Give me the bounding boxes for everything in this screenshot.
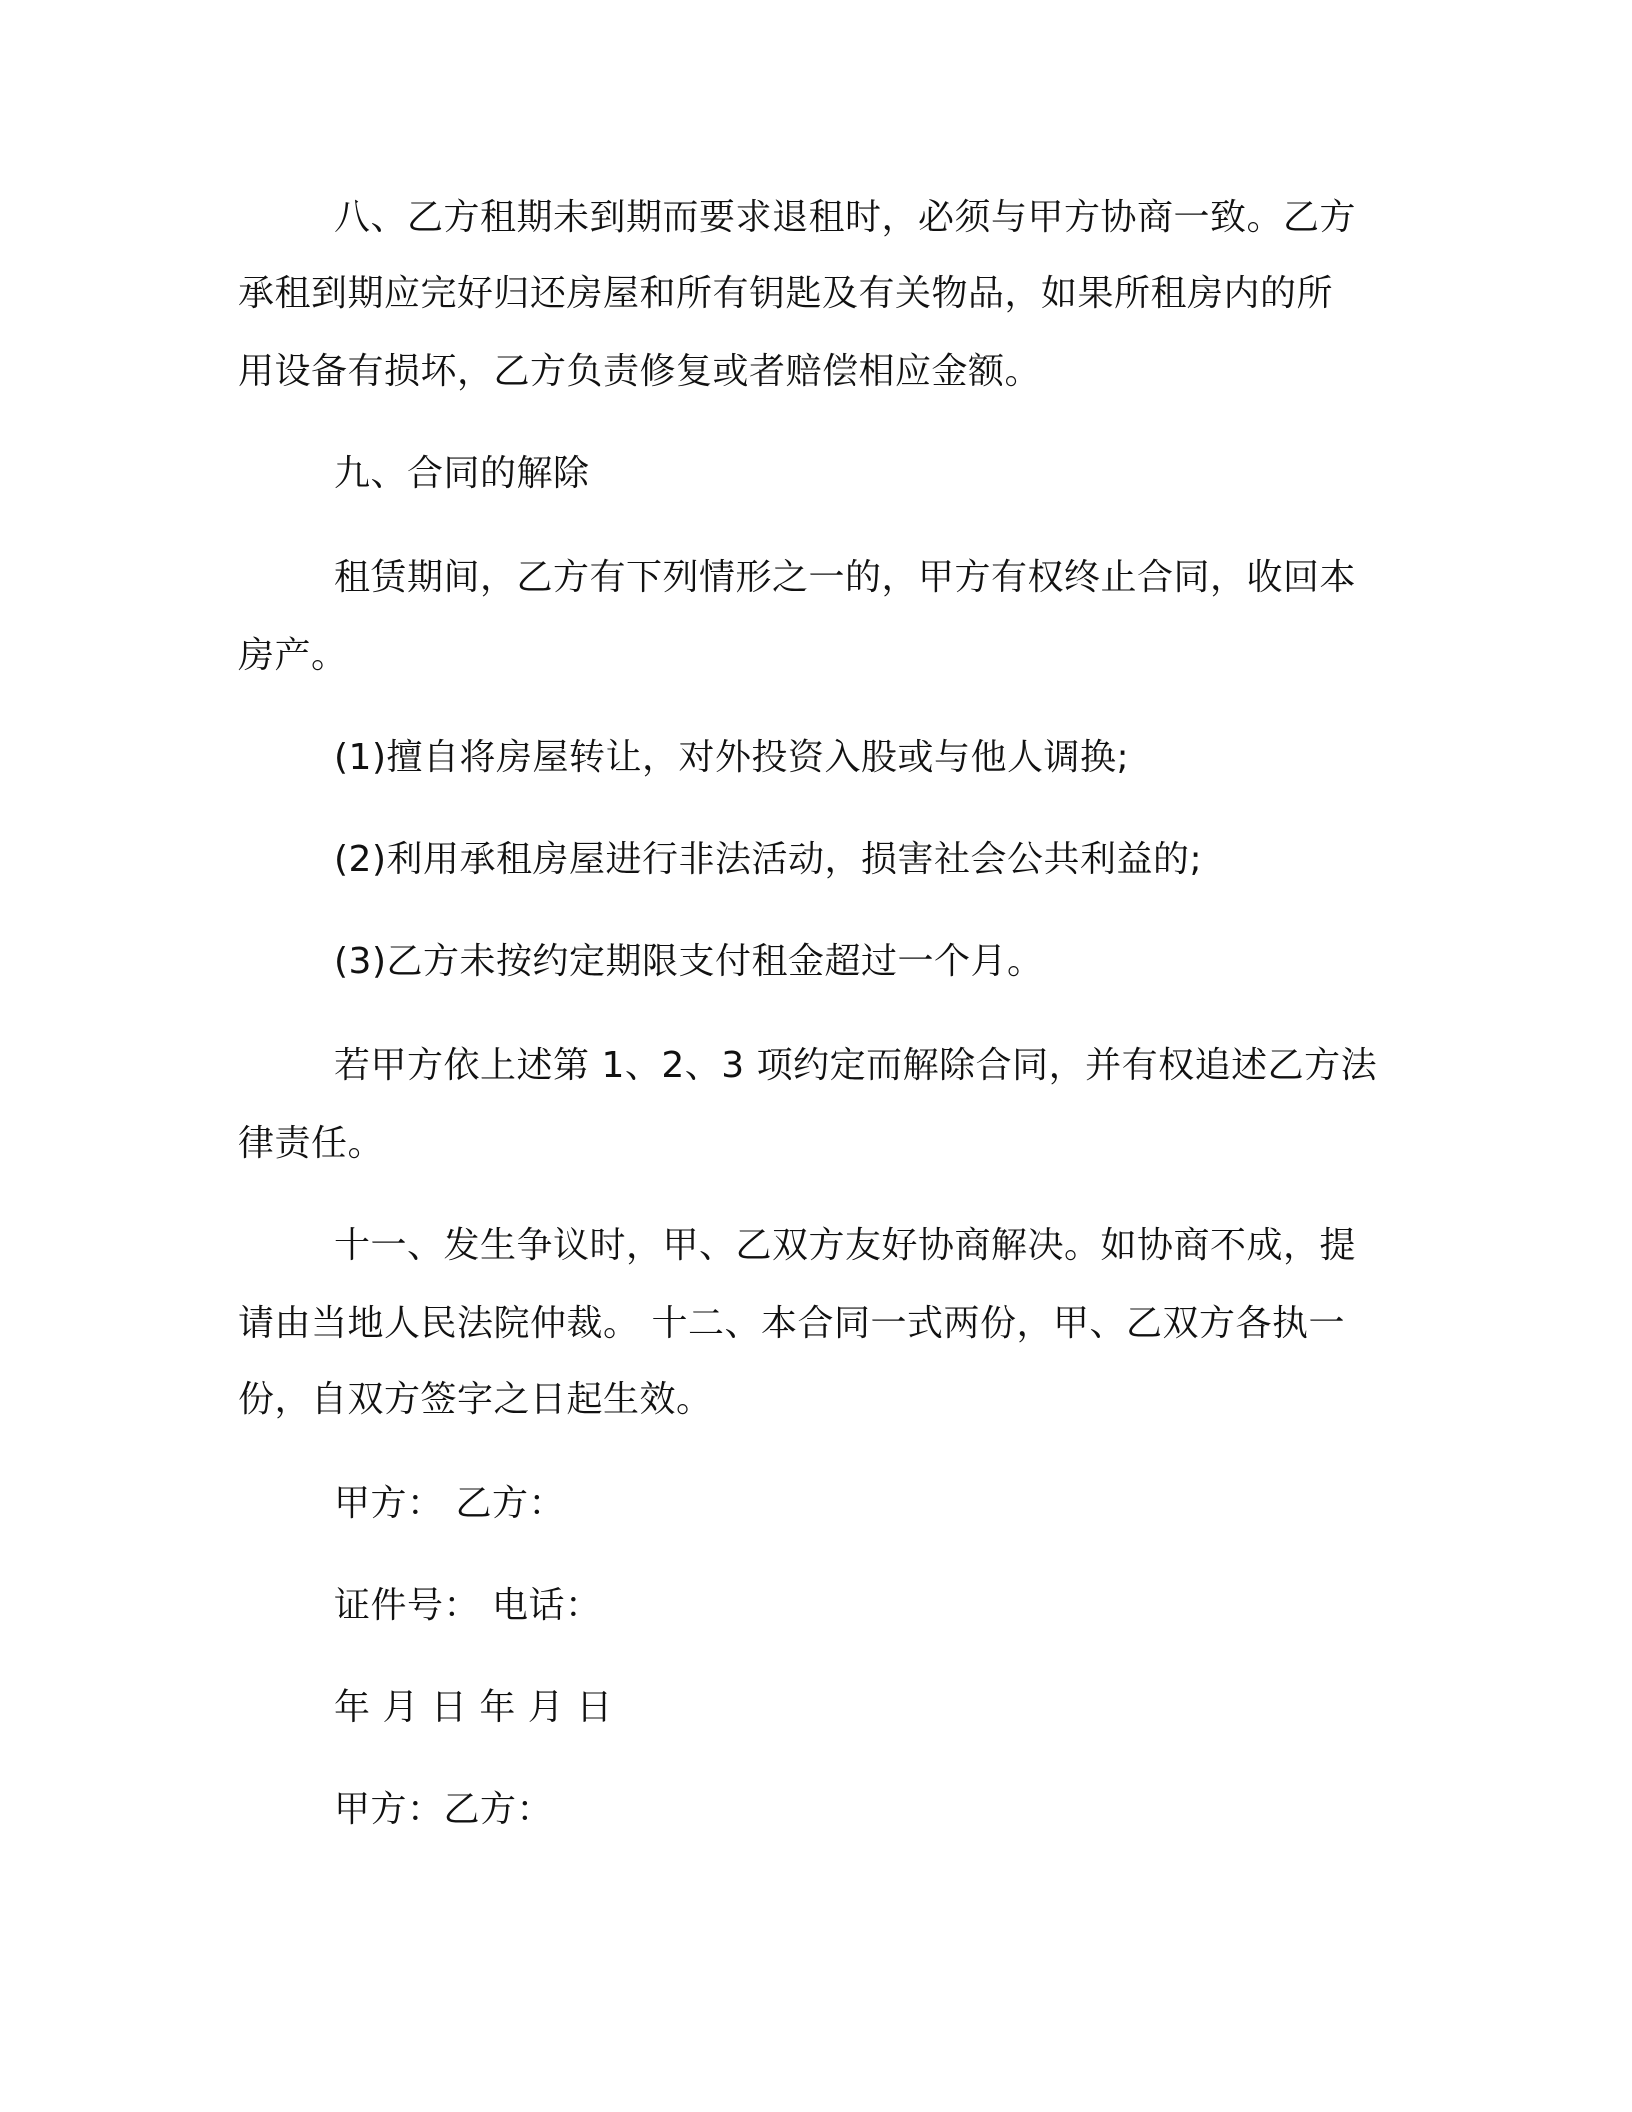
clause-9-item-2: (2)利用承租房屋进行非法活动，损害社会公共利益的; bbox=[334, 839, 1203, 880]
clause-9-item-3: (3)乙方未按约定期限支付租金超过一个月。 bbox=[334, 941, 1044, 982]
clause-9-heading: 九、合同的解除 bbox=[334, 453, 590, 494]
clause-8-line-1: 八、乙方租期未到期而要求退租时，必须与甲方协商一致。乙方 bbox=[334, 197, 1357, 238]
signature-parties-repeat: 甲方：乙方： bbox=[334, 1789, 554, 1830]
clause-9-result-line-1: 若甲方依上述第 1、2、3 项约定而解除合同，并有权追述乙方法 bbox=[334, 1045, 1378, 1086]
clause-8-line-2: 承租到期应完好归还房屋和所有钥匙及有关物品，如果所租房内的所 bbox=[238, 273, 1334, 314]
clause-9-item-1: (1)擅自将房屋转让，对外投资入股或与他人调换; bbox=[334, 737, 1130, 778]
clause-11-line-3: 份，自双方签字之日起生效。 bbox=[238, 1379, 713, 1420]
signature-parties: 甲方： 乙方： bbox=[334, 1483, 565, 1524]
signature-id-phone: 证件号： 电话： bbox=[334, 1585, 602, 1626]
clause-9-intro-line-1: 租赁期间，乙方有下列情形之一的，甲方有权终止合同，收回本 bbox=[334, 557, 1357, 598]
clause-9-result-line-2: 律责任。 bbox=[238, 1123, 385, 1164]
signature-dates: 年 月 日 年 月 日 bbox=[334, 1687, 613, 1728]
clause-11-line-1: 十一、发生争议时，甲、乙双方友好协商解决。如协商不成，提 bbox=[334, 1225, 1357, 1266]
clause-9-intro-line-2: 房产。 bbox=[238, 635, 348, 676]
clause-11-line-2: 请由当地人民法院仲裁。 十二、本合同一式两份，甲、乙双方各执一 bbox=[238, 1303, 1345, 1344]
clause-8-line-3: 用设备有损坏，乙方负责修复或者赔偿相应金额。 bbox=[238, 351, 1042, 392]
